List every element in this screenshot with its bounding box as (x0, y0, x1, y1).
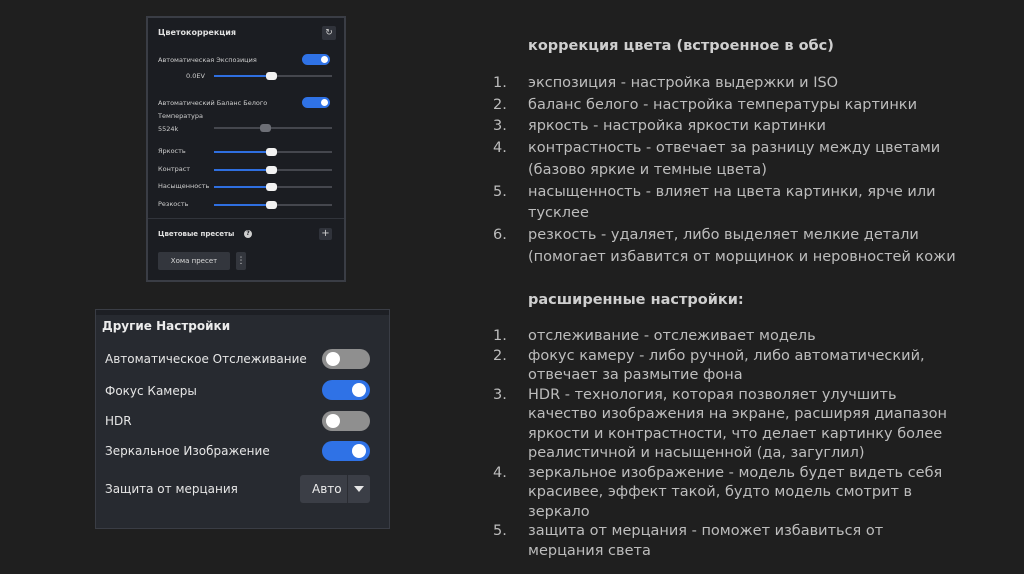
list-number: 5. (493, 183, 507, 200)
help-icon[interactable]: ? (244, 230, 252, 238)
panel-title: Другие Настройки (102, 319, 231, 333)
list-number: 4. (493, 140, 507, 157)
list-item-line: фокус камеру - либо ручной, либо автоматический, (528, 347, 925, 364)
hdr-label: HDR (105, 414, 132, 428)
list-number: 4. (493, 464, 507, 481)
list-item-line: реалистичной и насыщенной (да, загуглил) (528, 445, 865, 461)
exposure-slider[interactable] (214, 75, 332, 77)
list-item-line: отслеживание - отслеживает модель (528, 328, 816, 344)
list-item-line: (помогает избавится от морщинок и неровностей кожи (528, 248, 956, 265)
slider-label: Резкость (158, 200, 189, 208)
list-item-line: резкость - удаляет, либо выделяет мелкие детали (528, 226, 919, 243)
auto-wb-toggle[interactable] (302, 97, 330, 108)
heading-color-correction: коррекция цвета (встроенное в обс) (528, 38, 834, 54)
mirror-toggle[interactable] (322, 441, 370, 461)
color-presets-label: Цветовые пресеты (158, 230, 235, 238)
list-item-line: (базово яркие и темные цвета) (528, 161, 767, 178)
list-item-line: контрастность - отвечает за разницу между цветами (528, 140, 941, 157)
slider-label: Насыщенность (158, 182, 210, 190)
auto-exposure-label: Автоматическая Экспозиция (158, 56, 257, 64)
list-item-line: зеркало (528, 503, 590, 520)
camera-focus-toggle[interactable] (322, 380, 370, 400)
brightness-slider[interactable] (214, 151, 332, 153)
exposure-value: 0.0EV (186, 72, 205, 80)
list-item-line: яркость - настройка яркости картинки (528, 118, 826, 135)
flicker-dropdown[interactable] (300, 475, 370, 503)
list-item-line: зеркальное изображение - модель будет видеть себя (528, 464, 943, 481)
saturation-slider[interactable] (214, 186, 332, 188)
list-number: 2. (493, 347, 507, 364)
auto-tracking-toggle[interactable] (322, 349, 370, 369)
divider (148, 218, 344, 219)
other-settings-panel (95, 309, 390, 529)
reset-icon[interactable]: ↻ (322, 26, 336, 40)
list-number: 3. (493, 118, 507, 135)
list-item-line: защита от мерцания - поможет избавиться от (528, 523, 884, 539)
list-item-line: насыщенность - влияет на цвета картинки, ярче или (528, 183, 936, 200)
list-item-line: HDR - технология, которая позволяет улучшить (528, 386, 897, 403)
list-item-line: тусклее (528, 205, 589, 222)
list-number: 5. (493, 523, 507, 539)
temperature-value: 5524k (158, 125, 179, 133)
list-item-line: яркости и контрастности, что делает картинку более (528, 425, 943, 442)
camera-focus-label: Фокус Камеры (105, 384, 197, 398)
list-number: 1. (493, 75, 507, 91)
slider-label: Контраст (158, 165, 191, 173)
auto-wb-label: Автоматический Баланс Белого (158, 99, 268, 107)
panel-title: Цветокоррекция (158, 28, 236, 37)
list-number: 2. (493, 96, 507, 113)
preset-button[interactable]: Хома пресет (158, 252, 230, 270)
more-options-icon[interactable]: ⋮ (236, 252, 246, 270)
list-item-line: красивее, эффект такой, будто модель смотрит в (528, 484, 913, 500)
color-correction-panel (146, 16, 346, 282)
contrast-slider[interactable] (214, 169, 332, 171)
list-item-line: баланс белого - настройка температуры картинки (528, 96, 917, 113)
add-preset-icon[interactable]: + (319, 228, 332, 240)
chevron-down-icon[interactable] (354, 486, 364, 492)
temperature-slider[interactable] (214, 127, 332, 129)
list-item-line: отвечает за размытие фона (528, 367, 743, 383)
slider-label: Яркость (158, 147, 186, 155)
list-number: 3. (493, 386, 507, 403)
hdr-toggle[interactable] (322, 411, 370, 431)
auto-exposure-toggle[interactable] (302, 54, 330, 65)
list-item-line: экспозиция - настройка выдержки и ISO (528, 75, 839, 91)
flicker-value: Авто (312, 482, 342, 496)
list-number: 6. (493, 226, 507, 243)
list-number: 1. (493, 328, 507, 344)
sharpness-slider[interactable] (214, 204, 332, 206)
temperature-label: Температура (158, 112, 203, 120)
mirror-label: Зеркальное Изображение (105, 444, 270, 458)
list-item-line: мерцания света (528, 542, 651, 559)
flicker-label: Защита от мерцания (105, 482, 238, 496)
auto-tracking-label: Автоматическое Отслеживание (105, 352, 307, 366)
heading-advanced: расширенные настройки: (528, 292, 744, 308)
list-item-line: качество изображения на экране, расширяя диапазон (528, 406, 948, 422)
